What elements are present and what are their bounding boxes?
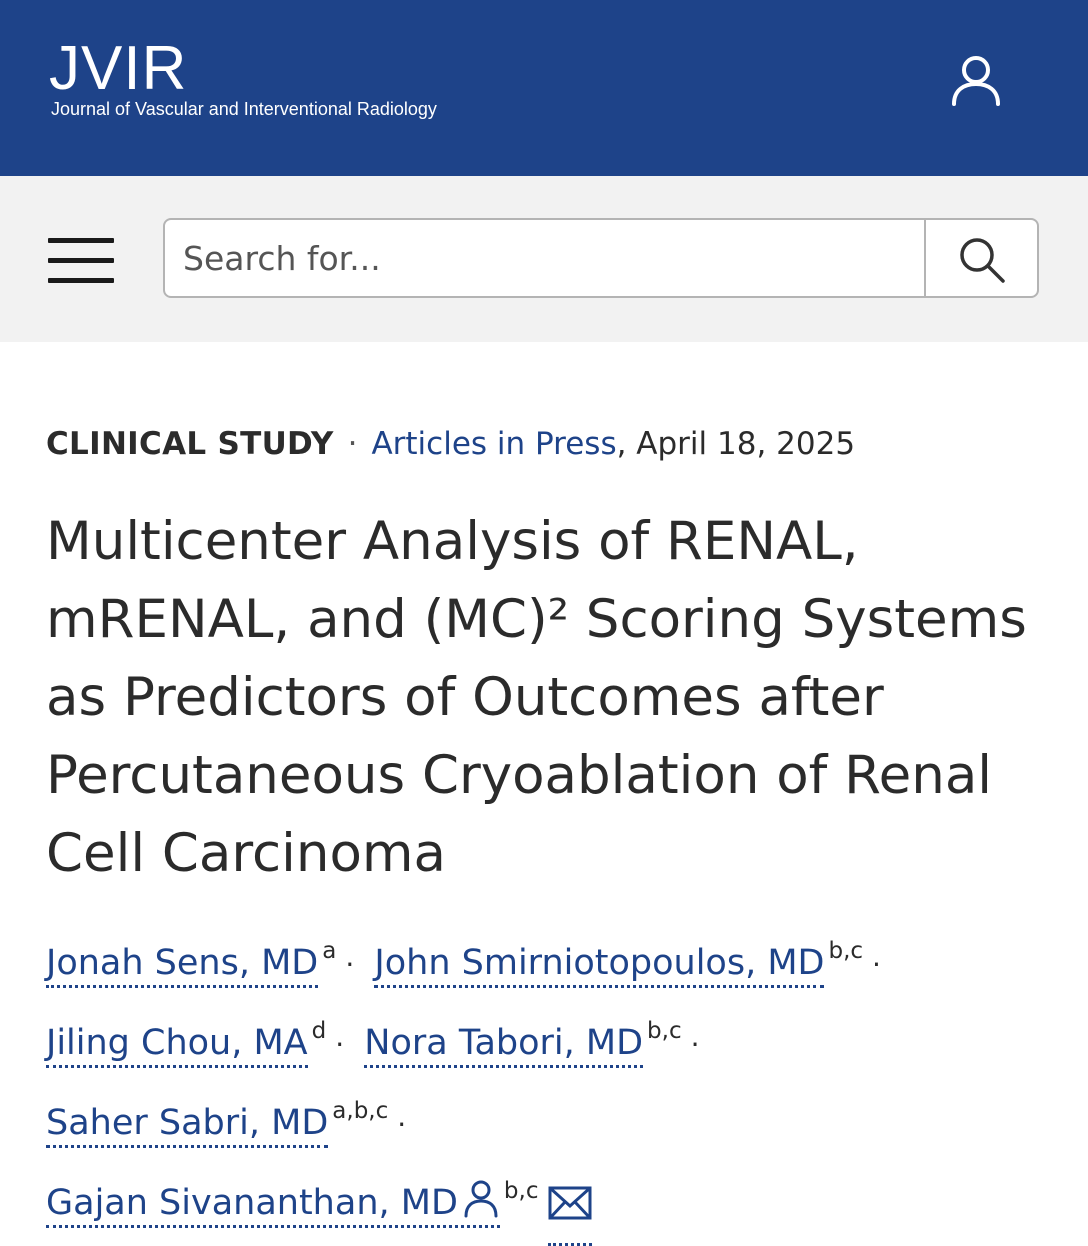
- author-affiliation: a: [322, 938, 337, 964]
- author-link-label: Gajan Sivananthan, MD: [46, 1183, 458, 1223]
- journal-logo[interactable]: JVIR: [49, 34, 188, 103]
- author-separator: ·: [335, 1028, 345, 1061]
- author-link[interactable]: [46, 1183, 500, 1228]
- author-item: [46, 1098, 389, 1143]
- author-link[interactable]: Jiling Chou, MA: [46, 1023, 308, 1068]
- article-type: CLINICAL STUDY: [46, 426, 334, 462]
- author-link[interactable]: Jonah Sens, MD: [46, 943, 318, 988]
- author-item: [46, 1178, 592, 1223]
- author-link[interactable]: John Smirniotopoulos, MD: [374, 943, 824, 988]
- author-item: [46, 938, 337, 983]
- journal-name: Journal of Vascular and Interventional Radiology: [51, 99, 437, 119]
- author-list: [46, 918, 1056, 1246]
- search-icon: [958, 236, 1006, 284]
- search-input[interactable]: [165, 220, 925, 296]
- search-button[interactable]: [926, 220, 1037, 296]
- author-link[interactable]: Nora Tabori, MD: [364, 1023, 643, 1068]
- email-icon[interactable]: [548, 1176, 592, 1246]
- author-affiliation: b,c: [828, 938, 864, 964]
- corresponding-author-icon: [462, 1178, 500, 1218]
- author-separator: ·: [690, 1028, 700, 1061]
- article-meta: [46, 422, 855, 466]
- search-box: [163, 218, 1039, 298]
- author-separator: ·: [397, 1108, 407, 1141]
- author-affiliation: b,c: [503, 1178, 539, 1204]
- user-icon[interactable]: [948, 52, 1004, 108]
- author-link[interactable]: Saher Sabri, MD: [46, 1103, 328, 1148]
- author-item: [46, 1018, 327, 1063]
- author-affiliation: b,c: [647, 1018, 682, 1044]
- author-affiliation: d: [311, 1018, 327, 1044]
- article-title: Multicenter Analysis of RENAL, mRENAL, and (MC)² Scoring Systems as Predictors of Outcomes after Percutaneous Cryoablation of Renal Cell Carcinoma: [46, 511, 1027, 884]
- author-affiliation: a,b,c: [332, 1098, 389, 1124]
- publication-date: , April 18, 2025: [616, 426, 856, 462]
- author-separator: ·: [872, 948, 881, 981]
- meta-separator: ·: [347, 426, 358, 462]
- site-header: [0, 0, 1088, 176]
- author-item: [364, 1018, 682, 1063]
- articles-in-press-link[interactable]: Articles in Press: [371, 426, 617, 462]
- hamburger-menu-icon[interactable]: [48, 238, 116, 284]
- author-item: [374, 938, 864, 983]
- author-separator: ·: [345, 948, 355, 981]
